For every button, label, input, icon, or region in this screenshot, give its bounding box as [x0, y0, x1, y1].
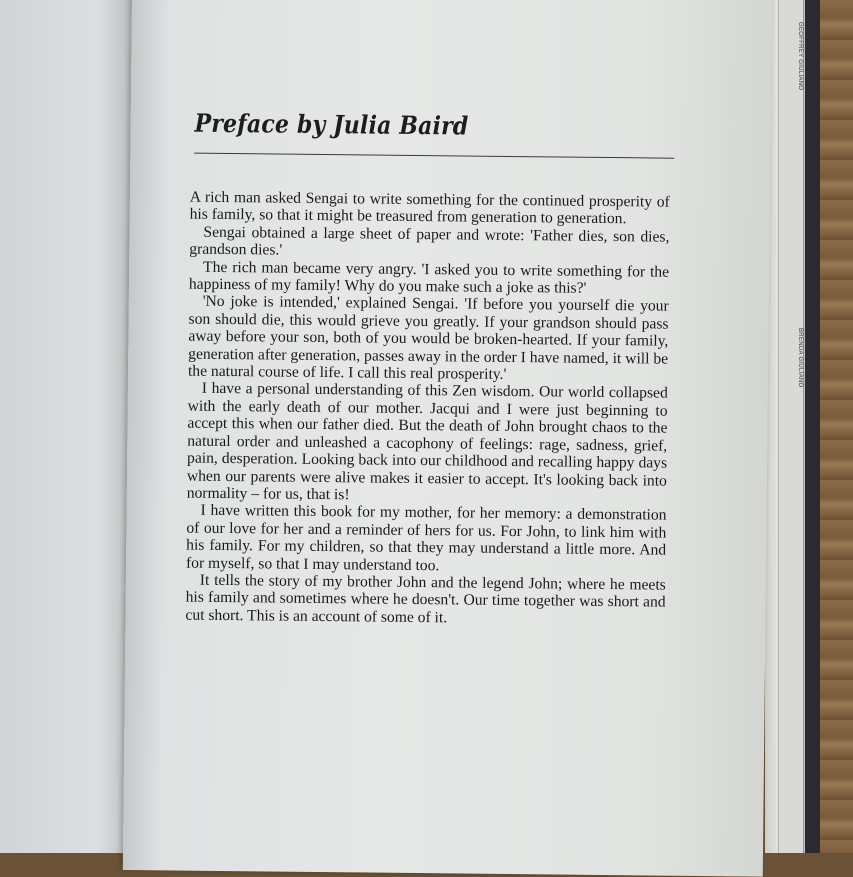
preface-title: Preface by Julia Baird: [194, 108, 469, 141]
preface-body: [185, 189, 670, 629]
spine-author-top: GEOFFREY GIULIANO: [797, 22, 803, 91]
title-rule: [194, 153, 674, 159]
paragraph-3: The rich man became very angry. 'I asked you to write something for the happiness of my family! Why do you make such a joke as this?': [188, 258, 670, 297]
paragraph-6: I have written this book for my mother, for her memory: a demonstration of our love for her and a reminder of hers for us. For John, to link him with his family. For my children, so that they may understand a little more. And for myself, so that I may understand too.: [185, 502, 667, 574]
paragraph-1: A rich man asked Sengai to write something for the continued prosperity of his family, so that it might be treasured from generation to generation.: [189, 188, 670, 228]
adjacent-book-spine: [778, 0, 804, 853]
paragraph-7: It tells the story of my brother John and the legend John; where he meets his family and sometimes where he doesn't. Our time together was short and cut short. This is an account of some of it.: [185, 571, 666, 627]
left-page: [0, 0, 140, 853]
spine-author-bottom: BRENDA GIULIANO: [797, 328, 803, 388]
paragraph-4: 'No joke is intended,' explained Sengai. 'If before you yourself die your son should die, this would grieve you greatly. If your grandson should pass away before your son, both of you would be broken-hearted. If your family, generation after generation, passes away in the order I have named, it will be the natural course of life. I call this real prosperity.': [187, 293, 669, 384]
paragraph-5: I have a personal understanding of this Zen wisdom. Our world collapsed with the early death of our mother. Jacqui and I were just beginning to accept this when our father died. But the death of John brought chaos to the natural order and unleashed a cacophony of feelings: rage, sadness, grief, pain, desperation. Looking back into our childhood and recalling happy days when our parents were alive makes it easier to accept. It's looking back into normality – for us, that is!: [186, 380, 668, 504]
paragraph-2: Sengai obtained a large sheet of paper and wrote: 'Father dies, son dies, grandson dies.': [189, 223, 670, 259]
right-page: [123, 0, 772, 877]
